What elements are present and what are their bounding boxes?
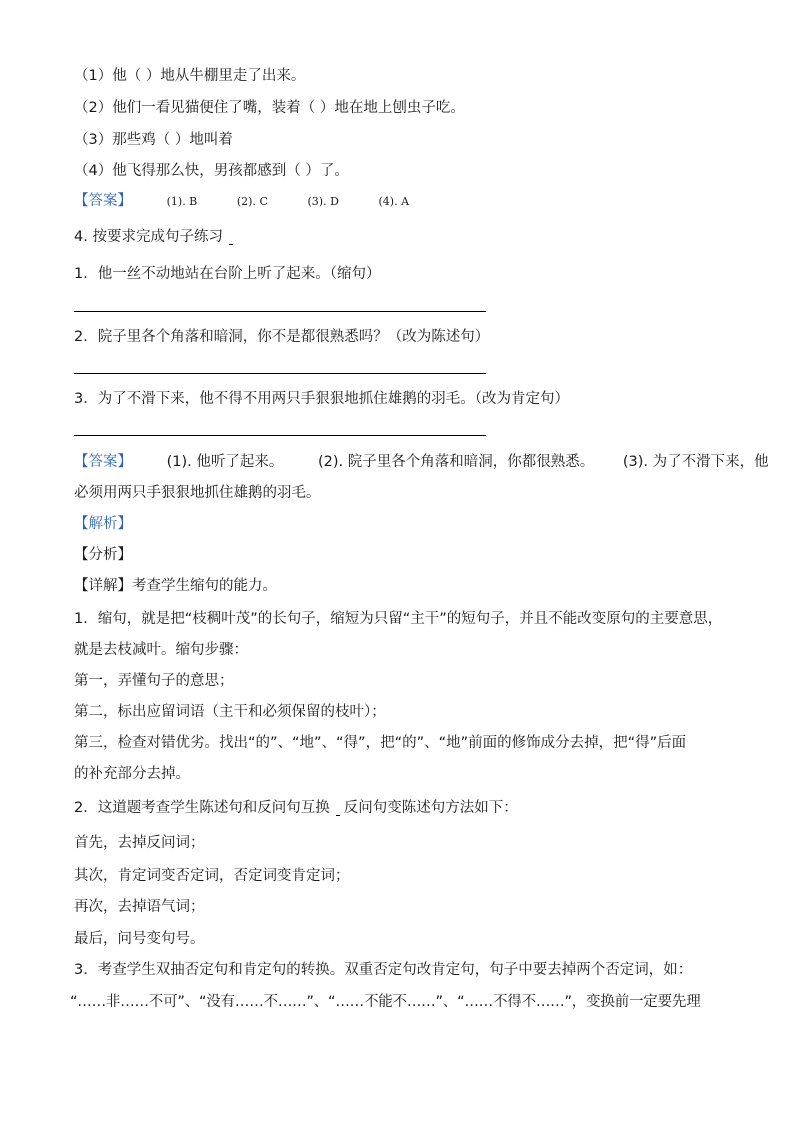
detail-line	[74, 576, 277, 596]
answer-item: (1). 他听了起来。	[166, 454, 284, 470]
paragraph-line: 第三，检查对错优劣。找出“的”、“地”、“得”，把“的”、“地”前面的修饰成分去掉，把“得”后面	[74, 735, 687, 751]
answer-item: (2). C	[236, 195, 268, 208]
question-line: （2）他们一看见猫便住了嘴，装着（ ）地在地上刨虫子吃。	[74, 100, 465, 116]
paragraph-text: 2．这道题考查学生陈述句和反问句互换	[74, 800, 330, 816]
fenxi-heading: 【分析】	[74, 547, 132, 563]
paragraph-line: 的补充部分去掉。	[74, 766, 190, 782]
answer-4-continued: 必须用两只手狠狠地抓住雄鹅的羽毛。	[74, 485, 321, 501]
detail-tag: 【详解】	[74, 578, 132, 594]
question-line: （3）那些鸡（ ）地叫着	[74, 132, 233, 148]
answer-4	[74, 452, 769, 472]
underline-mark	[229, 243, 233, 245]
paragraph-text: 反问句变陈述句方法如下：	[343, 800, 518, 816]
paragraph-line: 就是去枝减叶。缩句步骤：	[74, 642, 248, 658]
answer-tag: 【答案】	[74, 193, 132, 209]
paragraph-line: 其次，肯定词变否定词，否定词变肯定词；	[74, 868, 350, 884]
paragraph-line: 第二，标出应留词语（主干和必须保留的枝叶）；	[74, 704, 386, 720]
answer-item: (3). 为了不滑下来，他	[622, 454, 769, 470]
question-4-sub-2: 2．院子里各个角落和暗洞，你不是都很熟悉吗？（改为陈述句）	[74, 329, 490, 345]
paragraph-line	[74, 798, 518, 818]
question-line: （1）他（ ）地从牛棚里走了出来。	[74, 68, 306, 84]
paragraph-line: “……非……不可”、“没有……不……”、“……不能不……”、“……不得不……”，变换前一定要先理	[70, 994, 701, 1010]
underline-mark	[336, 814, 340, 816]
question-title-text: 4. 按要求完成句子练习	[74, 229, 223, 245]
paragraph-line: 最后，问号变句号。	[74, 931, 205, 947]
answer-blank-line	[74, 435, 486, 436]
answer-item: (3). D	[307, 195, 339, 208]
answer-3	[74, 191, 409, 212]
paragraph-line: 第一，弄懂句子的意思；	[74, 673, 234, 689]
analysis-heading: 【解析】	[74, 516, 132, 532]
answer-item: (2). 院子里各个角落和暗洞，你都很熟悉。	[317, 454, 595, 470]
paragraph-line: 首先，去掉反问词；	[74, 835, 205, 851]
answer-blank-line	[74, 311, 486, 312]
paragraph-line: 再次，去掉语气词；	[74, 899, 205, 915]
question-4-title	[74, 227, 233, 247]
paragraph-line: 3．考查学生双抽否定句和肯定句的转换。双重否定句改肯定句，句子中要去掉两个否定词，如：	[74, 962, 693, 978]
answer-blank-line	[74, 373, 486, 374]
answer-tag: 【答案】	[74, 454, 132, 470]
answer-item: (4). A	[378, 195, 410, 208]
question-line: （4）他飞得那么快，男孩都感到（ ）了。	[74, 163, 349, 179]
detail-text: 考查学生缩句的能力。	[132, 578, 277, 594]
question-4-sub-3: 3．为了不滑下来，他不得不用两只手狠狠地抓住雄鹅的羽毛。（改为肯定句）	[74, 391, 569, 407]
question-4-sub-1: 1．他一丝不动地站在台阶上听了起来。（缩句）	[74, 266, 381, 282]
paragraph-line: 1．缩句，就是把“枝稠叶茂”的长句子，缩短为只留“主干”的短句子，并且不能改变原句的主要意思，	[74, 611, 723, 627]
answer-item: (1). B	[166, 195, 198, 208]
